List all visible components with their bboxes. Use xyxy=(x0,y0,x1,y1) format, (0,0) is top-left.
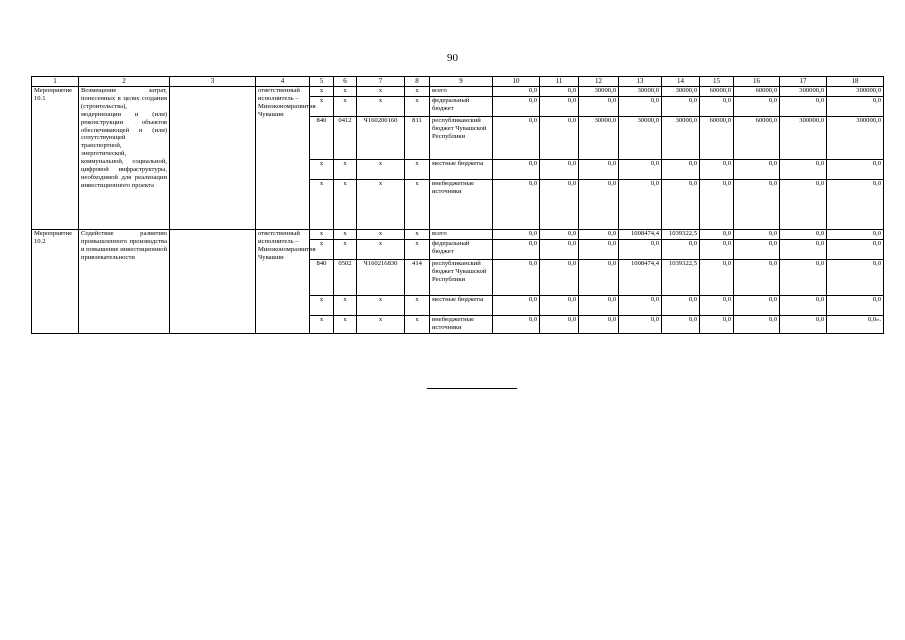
grbs-cell: x xyxy=(310,97,334,117)
amount-cell: 0,0 xyxy=(780,230,827,240)
expense-type-cell: x xyxy=(405,97,430,117)
amount-cell: 0,0 xyxy=(700,260,734,296)
amount-cell: 0,0 xyxy=(734,240,780,260)
header-cell: 8 xyxy=(405,77,430,87)
funding-source-cell: республиканский бюджет Чувашской Республики xyxy=(430,117,493,160)
amount-cell: 0,0 xyxy=(579,260,619,296)
amount-cell: 0,0 xyxy=(579,230,619,240)
grbs-cell: x xyxy=(310,316,334,334)
amount-cell: 0,0 xyxy=(579,296,619,316)
grbs-cell: 840 xyxy=(310,117,334,160)
amount-cell: 0,0 xyxy=(700,240,734,260)
funding-source-cell: республиканский бюджет Чувашской Республики xyxy=(430,260,493,296)
target-article-cell: x xyxy=(357,160,405,180)
amount-cell: 0,0 xyxy=(662,97,700,117)
table-row xyxy=(32,230,884,240)
amount-cell: 0,0 xyxy=(540,240,579,260)
target-article-cell: x xyxy=(357,230,405,240)
amount-cell: 30000,0 xyxy=(579,87,619,97)
header-cell: 1 xyxy=(32,77,79,87)
event-goal-cell xyxy=(170,230,256,334)
responsible-cell: ответственный исполнитель – Минэкономразвития Чувашии xyxy=(256,230,310,334)
funding-source-cell: федеральный бюджет xyxy=(430,240,493,260)
amount-cell: 300000,0 xyxy=(827,87,884,97)
section-cell: x xyxy=(334,240,357,260)
table-body xyxy=(32,87,884,334)
amount-cell: 0,0 xyxy=(579,160,619,180)
amount-cell: 0,0 xyxy=(780,97,827,117)
amount-cell: 1039322,5 xyxy=(662,260,700,296)
amount-cell: 30000,0 xyxy=(579,117,619,160)
amount-cell: 0,0 xyxy=(662,316,700,334)
header-cell: 17 xyxy=(780,77,827,87)
amount-cell: 0,0 xyxy=(827,180,884,230)
header-cell: 3 xyxy=(170,77,256,87)
amount-cell: 0,0 xyxy=(700,316,734,334)
responsible-cell: ответственный исполнитель – Минэкономразвития Чувашии xyxy=(256,87,310,230)
amount-cell: 0,0». xyxy=(827,316,884,334)
target-article-cell: Ч160216830 xyxy=(357,260,405,296)
amount-cell: 0,0 xyxy=(540,160,579,180)
amount-cell: 0,0 xyxy=(493,316,540,334)
header-cell: 9 xyxy=(430,77,493,87)
page-number: 90 xyxy=(447,52,458,64)
amount-cell: 0,0 xyxy=(540,230,579,240)
amount-cell: 0,0 xyxy=(493,240,540,260)
header-cell: 13 xyxy=(619,77,662,87)
amount-cell: 0,0 xyxy=(540,296,579,316)
amount-cell: 0,0 xyxy=(540,316,579,334)
amount-cell: 0,0 xyxy=(734,160,780,180)
amount-cell: 0,0 xyxy=(540,260,579,296)
header-cell: 4 xyxy=(256,77,310,87)
header-cell: 11 xyxy=(540,77,579,87)
expense-type-cell: x xyxy=(405,316,430,334)
expense-type-cell: x xyxy=(405,296,430,316)
funding-source-cell: федеральный бюджет xyxy=(430,97,493,117)
header-cell: 18 xyxy=(827,77,884,87)
amount-cell: 0,0 xyxy=(780,180,827,230)
section-cell: x xyxy=(334,296,357,316)
event-description-cell: Содействие развитию промышленного производства и повышение инвестиционной привлекательности xyxy=(79,230,170,334)
amount-cell: 0,0 xyxy=(579,97,619,117)
amount-cell: 1008474,4 xyxy=(619,260,662,296)
event-name-cell: Мероприятие 10.2 xyxy=(32,230,79,334)
amount-cell: 0,0 xyxy=(662,240,700,260)
header-cell: 7 xyxy=(357,77,405,87)
header-cell: 2 xyxy=(79,77,170,87)
funding-source-cell: внебюджетные источники xyxy=(430,180,493,230)
amount-cell: 0,0 xyxy=(493,230,540,240)
target-article-cell: x xyxy=(357,180,405,230)
amount-cell: 0,0 xyxy=(734,180,780,230)
target-article-cell: x xyxy=(357,296,405,316)
amount-cell: 0,0 xyxy=(700,160,734,180)
footer-divider xyxy=(427,388,517,389)
expense-type-cell: x xyxy=(405,180,430,230)
amount-cell: 0,0 xyxy=(662,180,700,230)
header-cell: 14 xyxy=(662,77,700,87)
amount-cell: 0,0 xyxy=(493,117,540,160)
section-cell: x xyxy=(334,97,357,117)
amount-cell: 0,0 xyxy=(579,240,619,260)
amount-cell: 0,0 xyxy=(619,316,662,334)
amount-cell: 0,0 xyxy=(493,87,540,97)
amount-cell: 30000,0 xyxy=(619,117,662,160)
amount-cell: 60000,0 xyxy=(700,117,734,160)
event-goal-cell xyxy=(170,87,256,230)
amount-cell: 0,0 xyxy=(579,316,619,334)
amount-cell: 30000,0 xyxy=(619,87,662,97)
amount-cell: 60000,0 xyxy=(700,87,734,97)
amount-cell: 300000,0 xyxy=(780,117,827,160)
section-cell: x xyxy=(334,230,357,240)
amount-cell: 0,0 xyxy=(780,240,827,260)
amount-cell: 0,0 xyxy=(619,160,662,180)
amount-cell: 0,0 xyxy=(662,160,700,180)
funding-source-cell: внебюджетные источники xyxy=(430,316,493,334)
amount-cell: 0,0 xyxy=(619,240,662,260)
amount-cell: 0,0 xyxy=(780,296,827,316)
amount-cell: 0,0 xyxy=(700,97,734,117)
amount-cell: 300000,0 xyxy=(827,117,884,160)
amount-cell: 0,0 xyxy=(493,160,540,180)
amount-cell: 0,0 xyxy=(734,296,780,316)
section-cell: x xyxy=(334,316,357,334)
amount-cell: 0,0 xyxy=(540,180,579,230)
amount-cell: 0,0 xyxy=(619,180,662,230)
amount-cell: 0,0 xyxy=(700,296,734,316)
amount-cell: 0,0 xyxy=(827,230,884,240)
amount-cell: 0,0 xyxy=(493,97,540,117)
section-cell: 0502 xyxy=(334,260,357,296)
amount-cell: 0,0 xyxy=(734,97,780,117)
header-cell: 15 xyxy=(700,77,734,87)
grbs-cell: x xyxy=(310,240,334,260)
amount-cell: 0,0 xyxy=(493,180,540,230)
funding-source-cell: местные бюджеты xyxy=(430,160,493,180)
funding-source-cell: местные бюджеты xyxy=(430,296,493,316)
header-cell: 12 xyxy=(579,77,619,87)
grbs-cell: x xyxy=(310,180,334,230)
amount-cell: 60000,0 xyxy=(734,87,780,97)
amount-cell: 0,0 xyxy=(827,240,884,260)
amount-cell: 0,0 xyxy=(662,296,700,316)
amount-cell: 30000,0 xyxy=(662,87,700,97)
target-article-cell: x xyxy=(357,97,405,117)
amount-cell: 0,0 xyxy=(700,180,734,230)
amount-cell: 1039322,5 xyxy=(662,230,700,240)
amount-cell: 0,0 xyxy=(734,260,780,296)
target-article-cell: x xyxy=(357,240,405,260)
amount-cell: 30000,0 xyxy=(662,117,700,160)
amount-cell: 0,0 xyxy=(540,87,579,97)
amount-cell: 1008474,4 xyxy=(619,230,662,240)
target-article-cell: x xyxy=(357,87,405,97)
header-cell: 10 xyxy=(493,77,540,87)
amount-cell: 0,0 xyxy=(827,97,884,117)
amount-cell: 0,0 xyxy=(700,230,734,240)
amount-cell: 0,0 xyxy=(827,160,884,180)
amount-cell: 0,0 xyxy=(619,296,662,316)
amount-cell: 0,0 xyxy=(540,117,579,160)
grbs-cell: x xyxy=(310,230,334,240)
event-description-cell: Возмещение затрат, понесенных в целях создания (строительства), модернизации и (или) реконструкции объектов обеспечивающей и (или) сопутствующей транспортной, энергетической, коммунальной, социальной, цифровой инфраструктуры, необходимой для реализации инвестиционного проекта xyxy=(79,87,170,230)
expense-type-cell: 811 xyxy=(405,117,430,160)
grbs-cell: x xyxy=(310,296,334,316)
expense-type-cell: 414 xyxy=(405,260,430,296)
section-cell: x xyxy=(334,160,357,180)
expense-type-cell: x xyxy=(405,240,430,260)
expense-type-cell: x xyxy=(405,87,430,97)
amount-cell: 0,0 xyxy=(780,316,827,334)
amount-cell: 0,0 xyxy=(734,316,780,334)
amount-cell: 0,0 xyxy=(493,260,540,296)
target-article-cell: Ч160200160 xyxy=(357,117,405,160)
grbs-cell: x xyxy=(310,160,334,180)
section-cell: x xyxy=(334,180,357,230)
header-cell: 6 xyxy=(334,77,357,87)
target-article-cell: x xyxy=(357,316,405,334)
amount-cell: 0,0 xyxy=(579,180,619,230)
amount-cell: 0,0 xyxy=(734,230,780,240)
table-row xyxy=(32,87,884,97)
amount-cell: 0,0 xyxy=(540,97,579,117)
amount-cell: 0,0 xyxy=(827,296,884,316)
amount-cell: 300000,0 xyxy=(780,87,827,97)
amount-cell: 60000,0 xyxy=(734,117,780,160)
amount-cell: 0,0 xyxy=(780,160,827,180)
header-cell: 16 xyxy=(734,77,780,87)
header-row xyxy=(32,77,884,87)
amount-cell: 0,0 xyxy=(619,97,662,117)
budget-table xyxy=(31,76,884,334)
grbs-cell: 840 xyxy=(310,260,334,296)
funding-source-cell: всего xyxy=(430,87,493,97)
expense-type-cell: x xyxy=(405,160,430,180)
grbs-cell: x xyxy=(310,87,334,97)
expense-type-cell: x xyxy=(405,230,430,240)
section-cell: x xyxy=(334,87,357,97)
event-name-cell: Мероприятие 10.1 xyxy=(32,87,79,230)
section-cell: 0412 xyxy=(334,117,357,160)
amount-cell: 0,0 xyxy=(780,260,827,296)
amount-cell: 0,0 xyxy=(827,260,884,296)
header-cell: 5 xyxy=(310,77,334,87)
amount-cell: 0,0 xyxy=(493,296,540,316)
funding-source-cell: всего xyxy=(430,230,493,240)
